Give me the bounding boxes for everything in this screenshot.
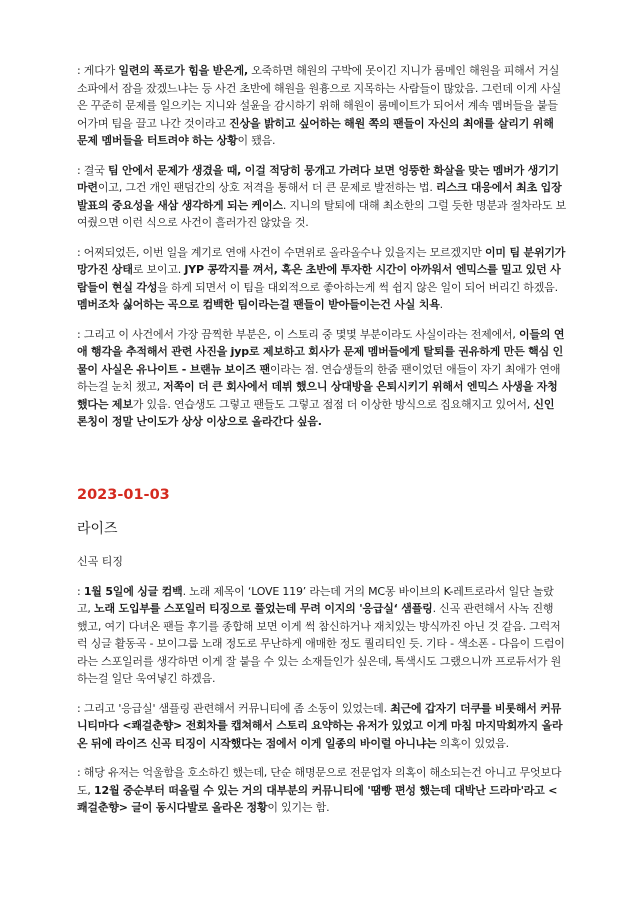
text-run: : (77, 584, 84, 598)
bottom-sections (77, 583, 567, 817)
bold-text: 최근에 갑자기 더쿠를 비롯해서 커뮤니티마다 <쾌걸춘향> 전회차를 캡쳐해서 스토리 요약하는 유저가 있었고 이게 마침 마지막회까지 올라온 뒤에 라이즈 신곡 티징이 시작했다는 점에서 이게 일종의 바이럴 아니냐는 (77, 701, 563, 750)
topic-subtitle: 신곡 티징 (77, 554, 124, 568)
text-run: 가 있음. 연습생도 그렇고 팬들도 그렇고 점점 더 이상한 방식으로 집요해지고 있어서, (132, 397, 534, 411)
text-run: : 결국 (77, 163, 108, 177)
text-run: : 게다가 (77, 64, 119, 77)
bold-text: 리스크 대응에서 최초 입장발표의 중요성을 새삼 생각하게 되는 케이스 (77, 181, 562, 212)
text-run: : 어찌되었든, 이번 일을 계기로 연애 사건이 수면위로 올라올수나 있을지는 모르겠지만 (77, 245, 485, 259)
text-run: 의혹이 있었음. (436, 736, 509, 750)
bold-text: JYP 콩깍지를 껴서, 혹은 초반에 투자한 시간이 아까워서 엔믹스를 밀고 있던 사람들이 현실 각성 (77, 263, 561, 294)
text-run: 오죽하면 해원의 구박에 못이긴 지니가 룸메인 해원을 피해서 거실 소파에서 잠을 잤겠느냐는 등 사건 초반에 해원을 원흉으로 지목하는 사람들이 많았음. 그런데 이게 사실은 꾸준히 문제를 일으키는 지니와 설윤을 감시하기 위해 해원이 룸메이트가 되어서 계속 멤버들을 붙들어가며 팀을 끌고 나간 것이라고 (77, 64, 562, 130)
text-run: : 그리고 이 사건에서 가장 끔찍한 부분은, 이 스토리 중 몇몇 부분이라도 사실이라는 전제에서, (77, 327, 520, 341)
paragraph (77, 326, 567, 431)
text-run: : 그리고 '응급실' 샘플링 관련해서 커뮤니티에 좀 소동이 있었는데. (77, 701, 391, 715)
text-run: 이라는 점. 연습생들의 한줌 팬이었던 애들이 자기 최애가 연애하는걸 눈치 챘고, (77, 362, 561, 393)
paragraph (77, 244, 567, 314)
text-run: 이고, 그건 개인 팬덤간의 상호 저격을 통해서 더 큰 문제로 발전하는 법. (97, 181, 436, 194)
bold-text: 팀 안에서 문제가 생겼을 때, 이걸 적당히 뭉개고 가려다 보면 엉뚱한 화살을 맞는 멤버가 생기기 마련 (77, 163, 559, 194)
text-run: 이 됐음. (237, 134, 276, 147)
text-run: 이 있기는 함. (267, 801, 330, 814)
text-run: . 지니의 탈퇴에 대해 최소한의 그럴 듯한 명분과 절차라도 보여줬으면 이런 식으로 사건이 흘러가진 않았을 것. (77, 198, 567, 229)
paragraph (77, 700, 567, 753)
bold-text: 노래 도입부를 스포일러 티징으로 풀었는데 무려 이지의 '응급실‘ 샘플링 (94, 602, 433, 615)
bold-text: 12월 중순부터 떠올릴 수 있는 거의 대부분의 커뮤니티에 '땜빵 편성 했는데 대박난 드라마'라고 <쾌걸춘향> 글이 동시다발로 올라온 정황 (77, 783, 558, 814)
bold-text: 이미 팀 분위기가 망가진 상태 (77, 245, 566, 276)
bold-text: 멤버조차 싫어하는 곡으로 컴백한 팀이라는걸 팬들이 받아들이는건 사실 치욕 (77, 298, 440, 311)
artist-heading: 라이즈 (77, 520, 118, 537)
text-run: : 해당 유저는 억울함을 호소하긴 했는데, 단순 해명문으로 전문업자 의혹이 해소되는건 아니고 무엇보다도, (77, 766, 562, 797)
paragraph (77, 583, 567, 688)
text-run: . 노래 제목이 ‘LOVE 119’ 라는데 거의 MC몽 바이브의 K-레트로라서 일단 놀랐고, (77, 584, 554, 615)
bold-text: 진상을 밝히고 싶어하는 해원 쪽의 팬들이 자신의 최애를 살리기 위해 문제 멤버들을 터트려야 하는 상황 (77, 116, 554, 147)
paragraph (77, 764, 567, 817)
entry-date: 2023-01-03 (77, 486, 170, 503)
text-run: 을 하게 되면서 이 팀을 대외적으로 좋아하는게 썩 쉽지 않은 일이 되어 버리긴 하겠음. (157, 280, 558, 294)
paragraph (77, 62, 567, 150)
document-page (77, 62, 567, 829)
text-run: 로 보이고. (132, 263, 185, 276)
bold-text: 이들의 연애 행각을 추적해서 관련 사진을 jyp로 제보하고 회사가 문제 멤버들에게 탈퇴를 권유하게 만든 핵심 인물이 사실은 유나이트 - 브랜뉴 보이즈 팬 (77, 327, 565, 376)
text-run: . 신곡 관련해서 사녹 진행 했고, 여기 다녀온 팬들 후기를 종합해 보면 이게 썩 참신하거나 재치있는 방식까진 아닌 것 같음. 그럭저럭 싱글 활동곡 - 보이그룹 노래 정도로 무난하게 애매한 정도 퀄리티인 듯. 기타 - 색소폰 - 다음이 드럼이라는 스포일러를 생각하면 이게 잘 붙을 수 있는 소재들인가 싶은데, 톡색시도 그랬으니까 프로듀서가 원하는걸 일단 욱여넣긴 하겠음. (77, 602, 565, 685)
bold-text: 저쪽이 더 큰 회사에서 데뷔 했으니 상대방을 은퇴시키기 위해서 엔믹스 사생을 자청했다는 제보 (77, 380, 558, 411)
bold-text: 1월 5일에 싱글 컴백 (83, 584, 183, 598)
text-run: . (439, 298, 443, 311)
bold-text: 일련의 폭로가 힘을 받은게, (118, 64, 248, 77)
top-sections (77, 62, 567, 431)
bold-text: 신인 론칭이 정말 난이도가 상상 이상으로 올라간다 싶음. (77, 397, 555, 428)
paragraph (77, 162, 567, 232)
